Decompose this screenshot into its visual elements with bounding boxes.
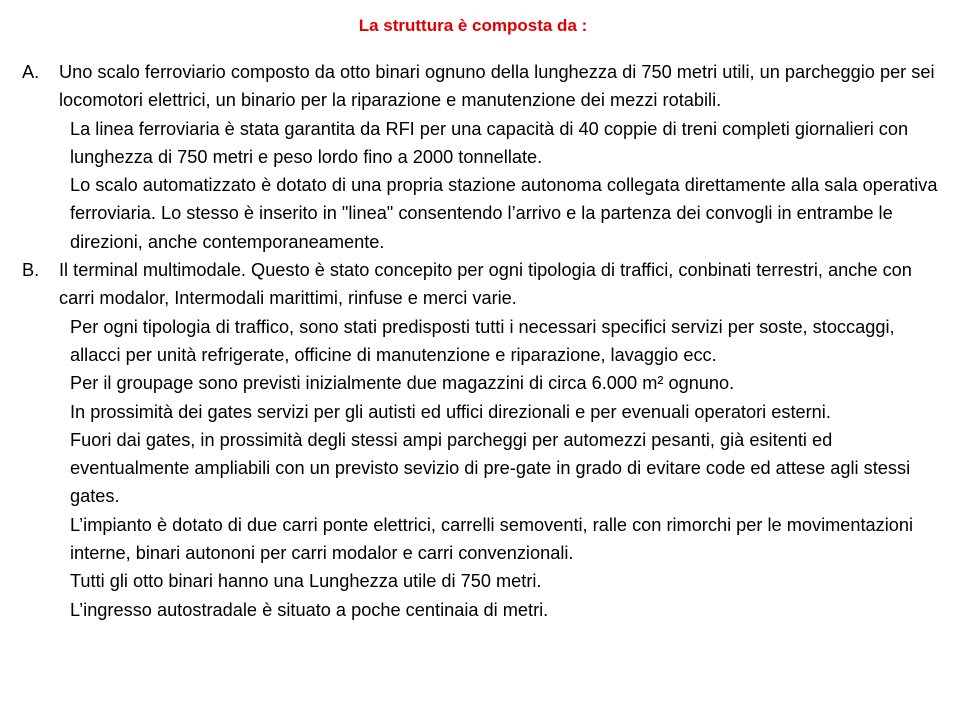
item-b-paragraph: Per il groupage sono previsti inizialmente due magazzini di circa 6.000 m² ognuno. [70, 373, 735, 394]
item-b-text: Il terminal multimodale. Questo è stato concepito per ogni tipologia di traffici, conbinati terrestri, anche con carri modalor, Intermodali marittimi, rinfuse e merci varie. [59, 260, 912, 309]
slide-content [22, 58, 947, 624]
slide-title: La struttura è composta da : [358, 16, 588, 35]
item-b-paragraph: Fuori dai gates, in prossimità degli stessi ampi parcheggi per automezzi pesanti, già esitenti ed eventualmente ampliabili con un previsto sevizio di pre-gate in grado di evitare code ed attese agli stessi gates. [70, 429, 911, 507]
list-item-b [22, 256, 947, 624]
list-item-a [22, 58, 947, 256]
item-b-paragraph: L’impianto è dotato di due carri ponte elettrici, carrelli semoventi, ralle con rimorchi per le movimentazioni interne, binari autononi per carri modalor e carri convenzionali. [70, 514, 914, 564]
item-b-paragraph: In prossimità dei gates servizi per gli autisti ed uffici direzionali e per evenuali operatori esterni. [70, 401, 831, 422]
item-b-paragraph: Per ogni tipologia di traffico, sono stati predisposti tutti i necessari specifici servizi per soste, stoccaggi, allacci per unità refrigerate, officine di manutenzione e riparazione, lavaggio ecc. [70, 316, 895, 365]
list-marker-a: A. [22, 62, 40, 82]
item-a-text: Uno scalo ferroviario composto da otto binari ognuno della lunghezza di 750 metri utili, un parcheggio per sei locomotori elettrici, un binario per la riparazione e manutenzione dei mezzi rotabili. [59, 62, 935, 111]
item-b-paragraph: L’ingresso autostradale è situato a poche centinaia di metri. [70, 599, 549, 620]
item-a-paragraph: La linea ferroviaria è stata garantita da RFI per una capacità di 40 coppie di treni completi giornalieri con lunghezza di 750 metri e peso lordo fino a 2000 tonnellate. [70, 118, 909, 167]
list-marker-b: B. [22, 260, 40, 281]
item-a-paragraph: Lo scalo automatizzato è dotato di una propria stazione autonoma collegata direttamente alla sala operativa ferroviaria. Lo stesso è inserito in "linea" consentendo l’arrivo e la partenza dei convogli in entrambe le direzioni, anche contemporaneamente. [70, 175, 938, 252]
item-b-paragraph: Tutti gli otto binari hanno una Lunghezza utile di 750 metri. [70, 571, 542, 592]
